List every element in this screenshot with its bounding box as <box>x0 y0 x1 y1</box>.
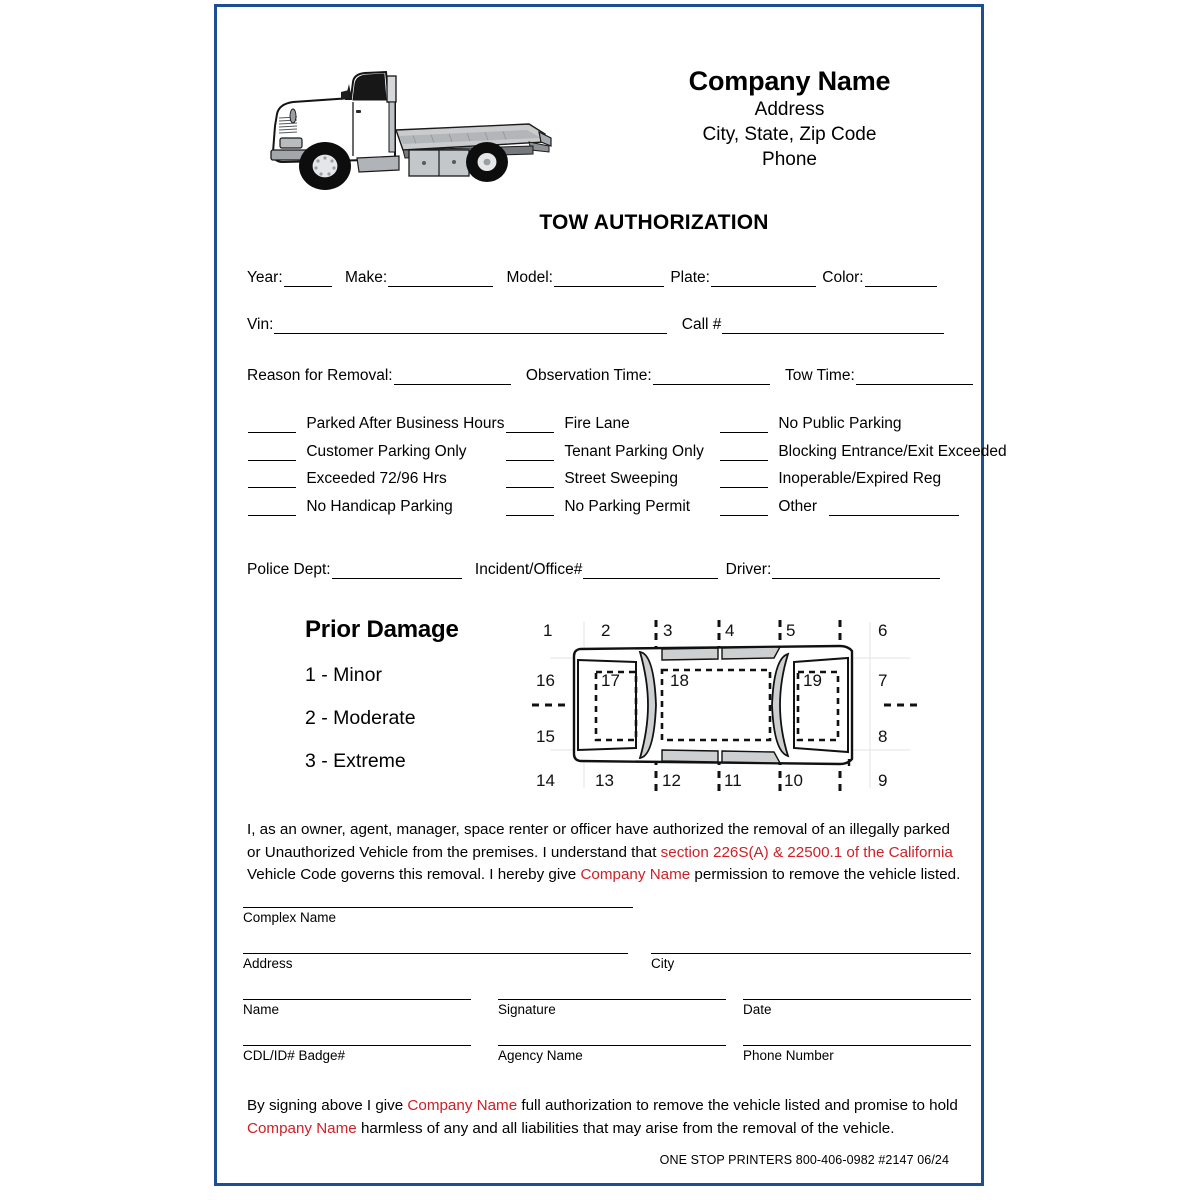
company-city-state-zip: City, State, Zip Code <box>702 124 877 146</box>
call-number-label: Call # <box>681 316 722 333</box>
year-input[interactable] <box>284 274 332 287</box>
reason-check-blank[interactable] <box>248 449 296 461</box>
phone-number-caption: Phone Number <box>743 1048 834 1063</box>
observation-time-label: Observation Time: <box>525 367 652 384</box>
make-input[interactable] <box>388 274 493 287</box>
auth-text-part1: I, as an owner, agent, manager, space renter or officer have authorized the removal of an illegally parked or Unauthorized Vehicle from the premises. I understand that <box>247 821 950 861</box>
damage-legend-item: 1 - Minor <box>305 664 382 686</box>
zone-label-12: 12 <box>662 771 681 790</box>
tow-time-input[interactable] <box>856 372 973 385</box>
complex-name-caption: Complex Name <box>243 910 337 925</box>
signature-field[interactable] <box>498 999 726 1017</box>
form-header <box>217 52 981 192</box>
reason-check-blank[interactable] <box>506 476 554 488</box>
company-name-reference: Company Name <box>580 866 691 883</box>
tow-time-label: Tow Time: <box>785 367 855 384</box>
footer-text-part1: By signing above I give <box>247 1097 408 1114</box>
incident-office-label: Incident/Office# <box>474 561 583 578</box>
police-dept-input[interactable] <box>332 566 462 579</box>
reason-check-blank[interactable] <box>720 504 768 516</box>
reason-check-blank[interactable] <box>506 449 554 461</box>
police-info-row <box>247 561 941 579</box>
date-field[interactable] <box>743 999 971 1017</box>
company-name-reference: Company Name <box>247 1119 357 1137</box>
reason-label: Inoperable/Expired Reg <box>778 470 942 487</box>
driver-input[interactable] <box>772 566 940 579</box>
reason-checkbox-row[interactable] <box>719 415 902 433</box>
call-number-input[interactable] <box>722 321 944 334</box>
reason-checkbox-row-other[interactable] <box>719 498 960 516</box>
zone-label-10: 10 <box>784 771 803 790</box>
make-label: Make: <box>344 269 388 286</box>
auth-text-part2: Vehicle Code governs this removal. I hereby give <box>247 866 581 883</box>
company-info <box>617 66 962 172</box>
reason-label: Fire Lane <box>564 415 630 432</box>
reason-check-blank[interactable] <box>720 476 768 488</box>
auth-text-part3: permission to remove the vehicle listed. <box>690 866 961 883</box>
reason-checkbox-row[interactable] <box>247 498 453 516</box>
reason-label: Tenant Parking Only <box>564 442 704 460</box>
reason-checkbox-row[interactable] <box>505 498 690 516</box>
printer-credit-line: ONE STOP PRINTERS 800-406-0982 #2147 06/24 <box>659 1153 949 1167</box>
reason-checkbox-row[interactable] <box>505 415 630 433</box>
reason-check-blank[interactable] <box>248 421 296 433</box>
model-label: Model: <box>506 269 553 286</box>
agency-name-caption: Agency Name <box>498 1048 583 1063</box>
agency-name-field[interactable] <box>498 1045 726 1063</box>
address-field[interactable] <box>243 953 628 971</box>
reason-check-blank[interactable] <box>248 504 296 516</box>
zone-label-16: 16 <box>536 671 555 690</box>
company-name: Company Name <box>688 66 891 96</box>
observation-time-input[interactable] <box>653 372 770 385</box>
reason-label: No Public Parking <box>778 415 902 432</box>
reason-for-removal-label: Reason for Removal: <box>247 367 393 384</box>
damage-legend-item: 3 - Extreme <box>305 750 406 772</box>
vin-row <box>247 316 945 334</box>
company-address: Address <box>754 99 825 121</box>
footer-text-part3: harmless of any and all liabilities that may arise from the removal of the vehicle. <box>356 1119 895 1137</box>
prior-damage-title: Prior Damage <box>305 616 459 643</box>
reason-label: Customer Parking Only <box>306 442 467 460</box>
reason-label: Other <box>778 497 818 515</box>
zone-label-2: 2 <box>601 621 611 640</box>
driver-label: Driver: <box>725 561 772 578</box>
reason-check-blank[interactable] <box>720 421 768 433</box>
flatbed-tow-truck-icon <box>253 62 553 192</box>
zone-label-3: 3 <box>663 621 673 640</box>
zone-label-5: 5 <box>786 621 796 640</box>
city-field[interactable] <box>651 953 971 971</box>
reason-check-blank[interactable] <box>248 476 296 488</box>
zone-label-6: 6 <box>878 621 888 640</box>
color-input[interactable] <box>865 274 937 287</box>
color-label: Color: <box>822 269 864 286</box>
zone-label-4: 4 <box>725 621 735 640</box>
reason-label: Blocking Entrance/Exit Exceeded <box>778 442 1007 460</box>
reason-checkbox-row[interactable] <box>505 443 704 461</box>
footer-text-part2: full authorization to remove the vehicle listed and promise to hold <box>517 1097 958 1114</box>
zone-label-11: 11 <box>724 771 742 790</box>
reason-label: No Parking Permit <box>564 497 691 515</box>
zone-label-15: 15 <box>536 727 555 746</box>
footer-paragraph <box>247 1095 967 1140</box>
zone-label-19: 19 <box>803 671 822 690</box>
police-dept-label: Police Dept: <box>247 561 331 578</box>
date-caption: Date <box>743 1002 772 1017</box>
car-top-view-damage-zones-icon[interactable] <box>522 610 932 800</box>
document-title: TOW AUTHORIZATION <box>539 211 769 234</box>
vin-label: Vin: <box>247 316 274 333</box>
city-caption: City <box>651 956 675 971</box>
incident-office-input[interactable] <box>583 566 718 579</box>
cdl-badge-caption: CDL/ID# Badge# <box>243 1048 346 1063</box>
prior-damage-section <box>217 610 981 805</box>
reason-checkbox-row[interactable] <box>719 470 941 488</box>
address-caption: Address <box>243 956 293 971</box>
reason-checkbox-row[interactable] <box>505 470 678 488</box>
cdl-badge-field[interactable] <box>243 1045 471 1063</box>
vehicle-code-reference: section 226S(A) & 22500.1 of the California <box>660 843 953 861</box>
zone-label-17: 17 <box>601 671 620 690</box>
zone-label-7: 7 <box>878 671 888 690</box>
removal-times-row <box>247 367 974 385</box>
plate-input[interactable] <box>711 274 816 287</box>
reason-label: Street Sweeping <box>564 470 679 487</box>
vehicle-info-row <box>247 269 938 287</box>
zone-label-8: 8 <box>878 727 888 746</box>
zone-label-13: 13 <box>595 771 614 790</box>
reason-for-removal-input[interactable] <box>394 372 511 385</box>
reason-check-blank[interactable] <box>506 504 554 516</box>
zone-label-1: 1 <box>543 621 553 640</box>
complex-name-field[interactable] <box>243 907 633 925</box>
zone-label-14: 14 <box>536 771 555 790</box>
name-field[interactable] <box>243 999 471 1017</box>
year-label: Year: <box>247 269 283 286</box>
company-name-reference: Company Name <box>407 1097 518 1114</box>
reason-checkbox-row[interactable] <box>247 415 504 433</box>
name-caption: Name <box>243 1002 280 1017</box>
reason-label: No Handicap Parking <box>306 497 453 515</box>
vin-input[interactable] <box>274 321 667 334</box>
other-reason-input[interactable] <box>829 504 959 516</box>
form-border-frame <box>214 4 1007 1186</box>
model-input[interactable] <box>554 274 664 287</box>
reason-checkbox-row[interactable] <box>247 443 467 461</box>
plate-label: Plate: <box>670 269 710 286</box>
damage-legend-item: 2 - Moderate <box>305 707 416 729</box>
zone-label-18: 18 <box>670 671 689 690</box>
reason-check-blank[interactable] <box>720 449 768 461</box>
reason-checkbox-row[interactable] <box>247 470 447 488</box>
reason-check-blank[interactable] <box>506 421 554 433</box>
company-phone: Phone <box>762 149 817 171</box>
zone-label-9: 9 <box>878 771 888 790</box>
authorization-paragraph <box>247 819 967 887</box>
phone-number-field[interactable] <box>743 1045 971 1063</box>
prior-damage-legend <box>305 616 535 773</box>
signature-caption: Signature <box>498 1002 556 1017</box>
reason-label: Parked After Business Hours <box>306 415 505 432</box>
reason-label: Exceeded 72/96 Hrs <box>306 470 447 487</box>
reason-checkbox-row[interactable] <box>719 443 1007 461</box>
